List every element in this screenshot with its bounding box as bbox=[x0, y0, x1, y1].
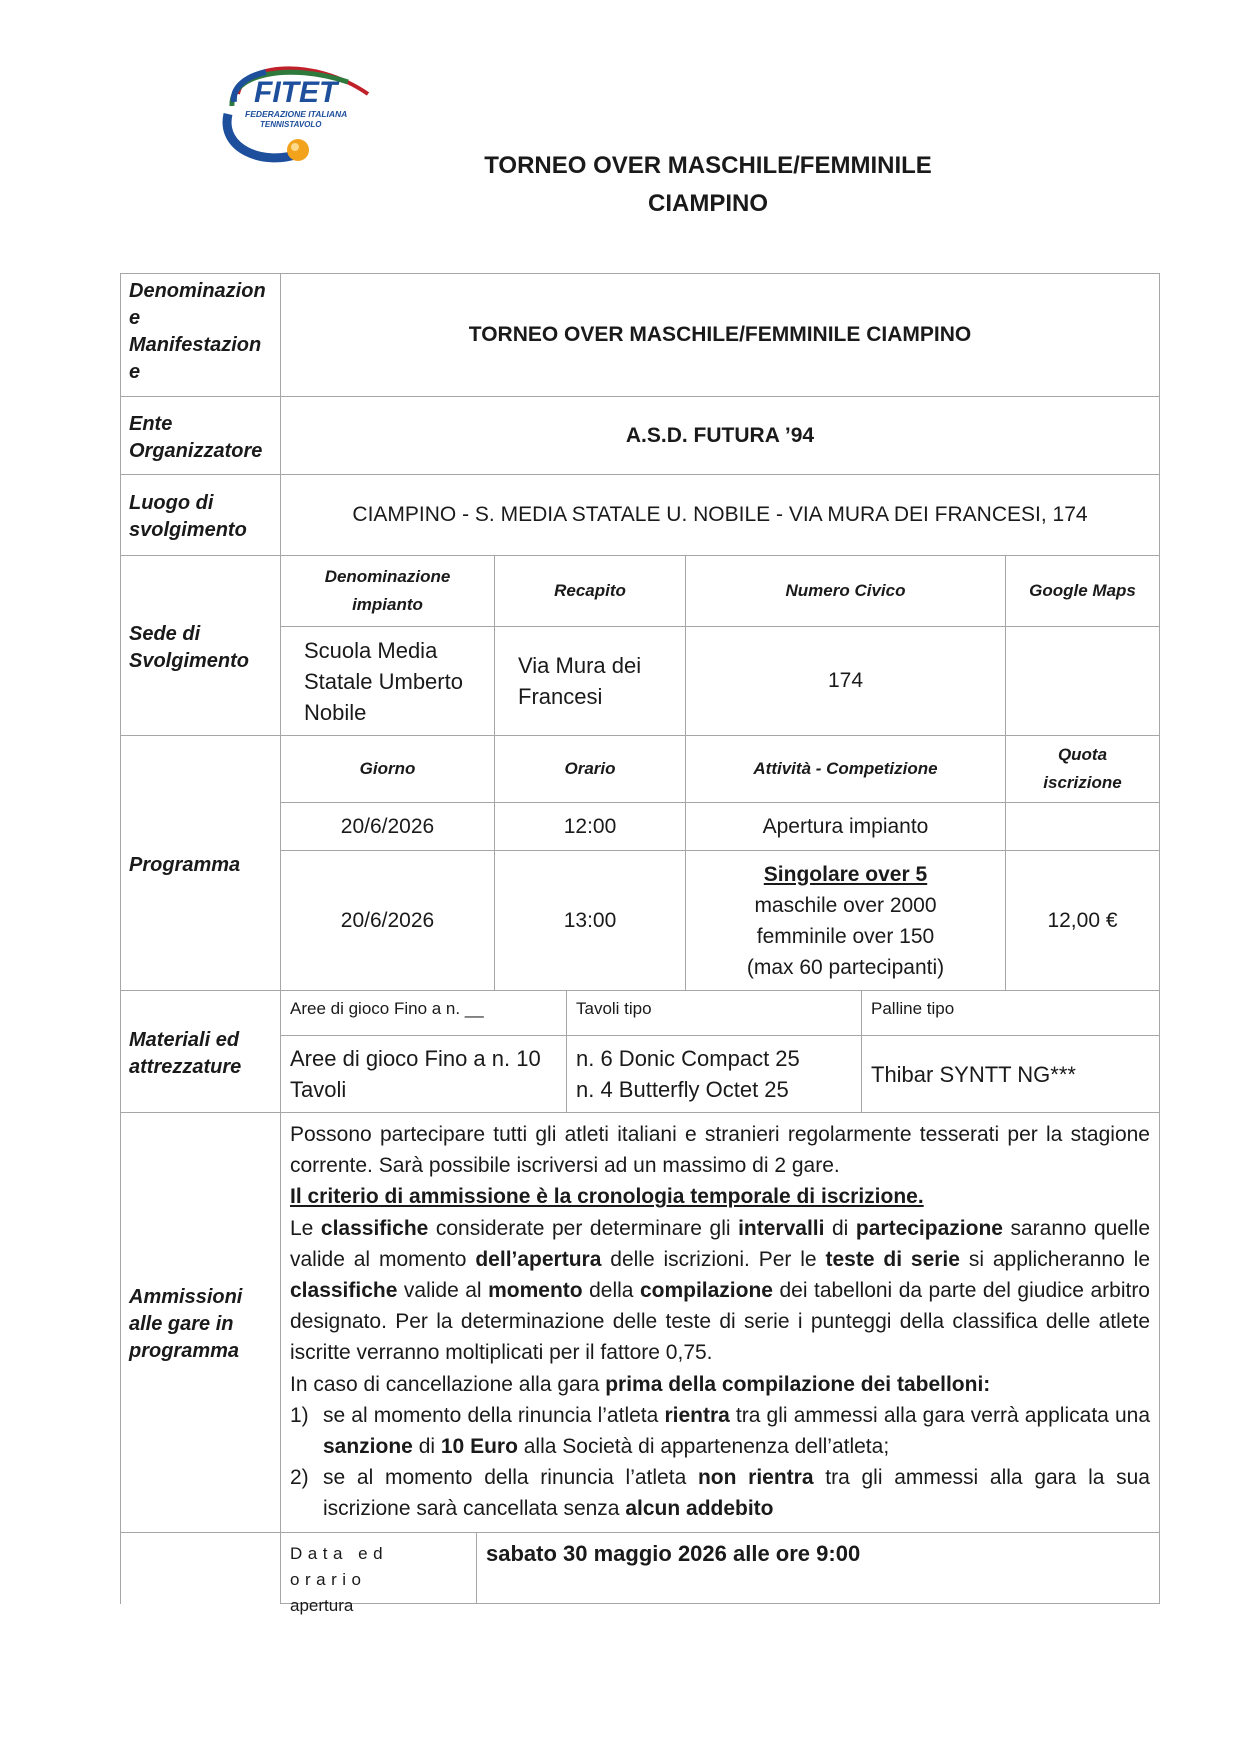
label-apertura-empty bbox=[120, 1532, 280, 1604]
ammissioni-text bbox=[280, 1112, 1160, 1532]
header-recapito: Recapito bbox=[494, 555, 685, 626]
logo-subtitle-1: FEDERAZIONE ITALIANA bbox=[245, 109, 348, 119]
prog-row1-giorno: 20/6/2026 bbox=[280, 802, 494, 850]
header-attivita: Attività - Competizione bbox=[685, 735, 1005, 802]
header-giorno: Giorno bbox=[280, 735, 494, 802]
label-ente: Ente Organizzatore bbox=[120, 396, 280, 474]
ammissioni-list-item-1: 1) se al momento della rinuncia l’atleta rientra tra gli ammessi alla gara verrà applicata una sanzione di 10 Euro alla Società di appartenenza dell’atleta; bbox=[290, 1403, 1150, 1459]
prog-row1-quota bbox=[1005, 802, 1160, 850]
page-subtitle: CIAMPINO bbox=[648, 190, 768, 217]
label-materiali: Materiali ed attrezzature bbox=[120, 990, 280, 1112]
value-palline: Thibar SYNTT NG*** bbox=[861, 1035, 1160, 1112]
header-aree: Aree di gioco Fino a n. __ bbox=[280, 990, 566, 1035]
label-apertura: Data ed orario apertura bbox=[280, 1532, 476, 1604]
prog-row1-attivita: Apertura impianto bbox=[685, 802, 1005, 850]
label-ammissioni: Ammissioni alle gare in programma bbox=[120, 1112, 280, 1532]
ammissioni-p1: Possono partecipare tutti gli atleti italiani e stranieri regolarmente tesserati per la stagione corrente. Sarà possibile iscriversi ad un massimo di 2 gare. bbox=[290, 1123, 1150, 1178]
value-maps-link[interactable] bbox=[1005, 626, 1160, 735]
label-luogo: Luogo di svolgimento bbox=[120, 474, 280, 555]
header-tavoli: Tavoli tipo bbox=[566, 990, 861, 1035]
header-orario: Orario bbox=[494, 735, 685, 802]
header-palline: Palline tipo bbox=[861, 990, 1160, 1035]
label-sede: Sede di Svolgimento bbox=[120, 555, 280, 735]
value-impianto: Scuola Media Statale Umberto Nobile bbox=[280, 626, 494, 735]
ammissioni-criterio: Il criterio di ammissione è la cronologia temporale di iscrizione. bbox=[290, 1185, 924, 1209]
prog-row2-giorno: 20/6/2026 bbox=[280, 850, 494, 990]
header-civico: Numero Civico bbox=[685, 555, 1005, 626]
logo-subtitle-2: TENNISTAVOLO bbox=[260, 120, 322, 129]
header-impianto: Denominazione impianto bbox=[280, 555, 494, 626]
ammissioni-cancellazione: In caso di cancellazione alla gara prima della compilazione dei tabelloni: bbox=[290, 1372, 991, 1396]
header-maps: Google Maps bbox=[1005, 555, 1160, 626]
ammissioni-classifiche: Le classifiche considerate per determinare gli intervalli di partecipazione saranno quelle valide al momento dell’apertura delle iscrizioni. Per le teste di serie si applicheranno le classifiche valide al momento della compilazione dei tabelloni da parte del giudice arbitro designato. Per la determinazione delle teste di serie i punteggi della classifica delle atlete iscritte verranno moltiplicati per il fattore 0,75. bbox=[290, 1216, 1150, 1365]
value-luogo: CIAMPINO - S. MEDIA STATALE U. NOBILE - VIA MURA DEI FRANCESI, 174 bbox=[280, 474, 1160, 555]
label-programma: Programma bbox=[120, 735, 280, 990]
ammissioni-list-item-2: 2) se al momento della rinuncia l’atleta non rientra tra gli ammessi alla gara la sua iscrizione sarà cancellata senza alcun addebito bbox=[290, 1466, 1150, 1521]
header-quota: Quota iscrizione bbox=[1005, 735, 1160, 802]
value-tavoli: n. 6 Donic Compact 25 n. 4 Butterfly Octet 25 bbox=[566, 1035, 861, 1112]
prog-row2-quota: 12,00 € bbox=[1005, 850, 1160, 990]
prog-row2-attivita: Singolare over 5 maschile over 2000 femminile over 150 (max 60 partecipanti) bbox=[685, 850, 1005, 990]
value-civico: 174 bbox=[685, 626, 1005, 735]
value-recapito: Via Mura dei Francesi bbox=[494, 626, 685, 735]
value-ente: A.S.D. FUTURA ’94 bbox=[280, 396, 1160, 474]
logo-acronym: FITET bbox=[254, 76, 338, 109]
value-denominazione: TORNEO OVER MASCHILE/FEMMINILE CIAMPINO bbox=[280, 273, 1160, 396]
prog-row1-orario: 12:00 bbox=[494, 802, 685, 850]
value-apertura: sabato 30 maggio 2026 alle ore 9:00 bbox=[476, 1532, 1160, 1604]
page-title: TORNEO OVER MASCHILE/FEMMINILE bbox=[484, 152, 932, 179]
prog-row2-orario: 13:00 bbox=[494, 850, 685, 990]
label-denominazione: Denominazion e Manifestazion e bbox=[120, 273, 280, 396]
value-aree: Aree di gioco Fino a n. 10 Tavoli bbox=[280, 1035, 566, 1112]
